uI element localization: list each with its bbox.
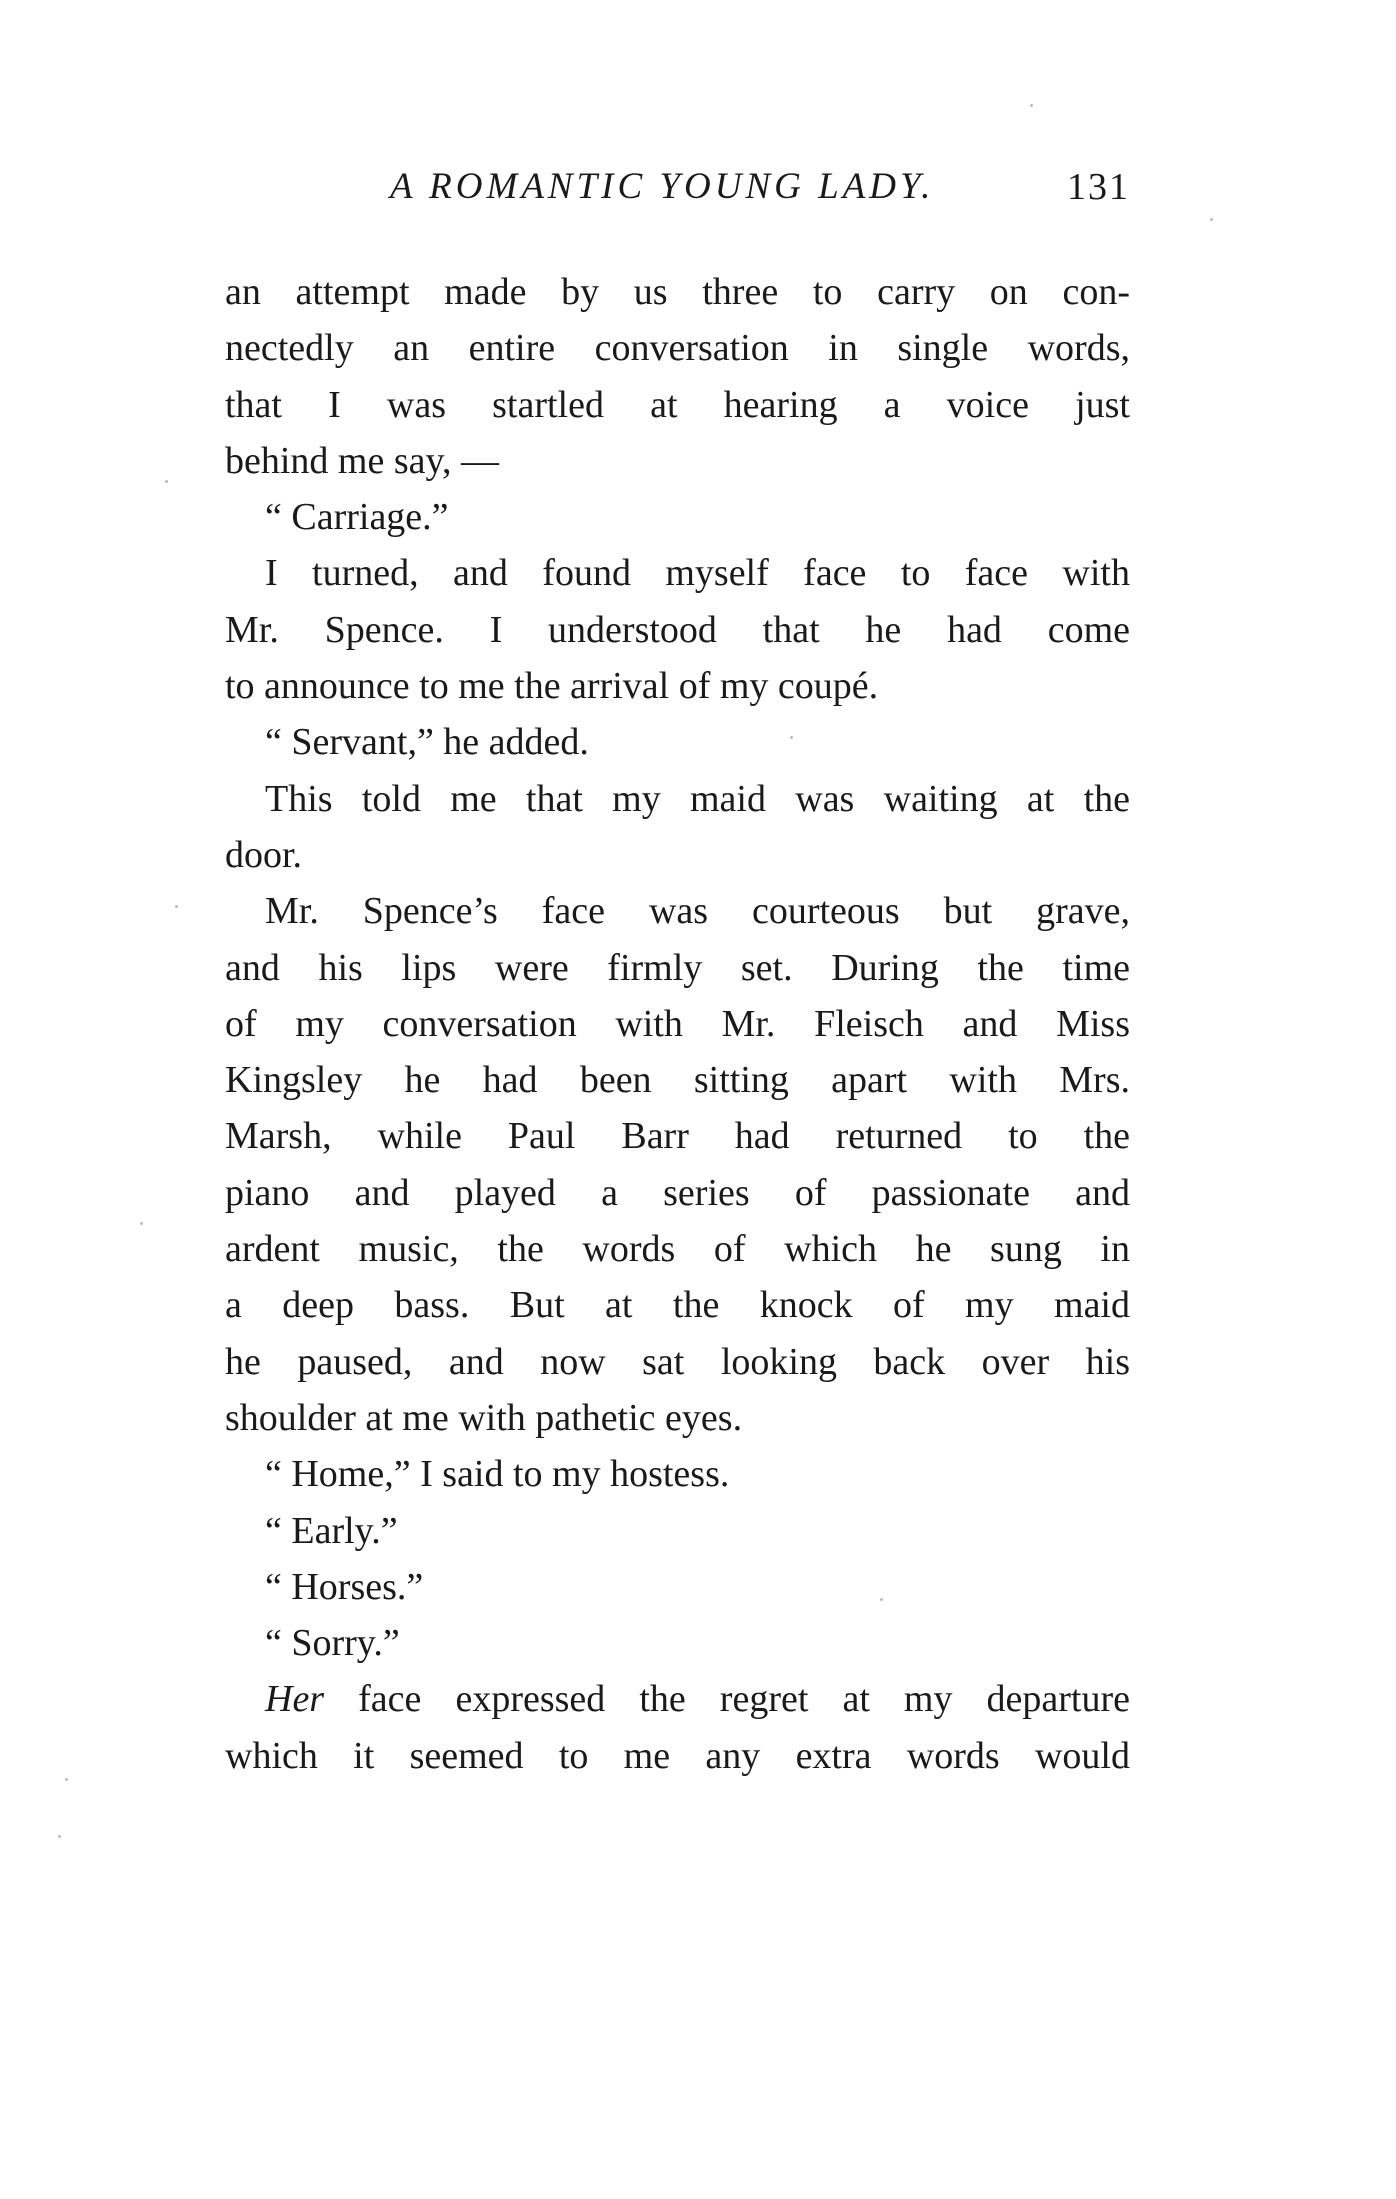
text-line: “ Sorry.”: [265, 1622, 400, 1665]
page-number: 131: [1067, 166, 1130, 208]
text-line: an attempt made by us three to carry on con-: [225, 271, 1130, 313]
text-line: Mr. Spence. I understood that he had come: [225, 608, 1130, 651]
speck: [175, 905, 178, 908]
text-line: Kingsley he had been sitting apart with Mrs.: [225, 1059, 1130, 1102]
text-line: piano and played a series of passionate and: [225, 1171, 1130, 1214]
speck: [65, 1778, 68, 1781]
text-line: “ Horses.”: [265, 1565, 424, 1608]
text-line: “ Servant,” he added.: [265, 721, 589, 764]
speck: [140, 1222, 143, 1225]
text-line: which it seemed to me any extra words would: [225, 1734, 1130, 1777]
text-line: This told me that my maid was waiting at the: [265, 777, 1130, 820]
speck: [58, 1835, 61, 1838]
speck: [880, 1598, 883, 1601]
text-line: behind me say, —: [225, 439, 500, 482]
text-line: I turned, and found myself face to face with: [265, 552, 1130, 595]
text-line: he paused, and now sat looking back over his: [225, 1340, 1130, 1383]
text-line: nectedly an entire conversation in single words,: [225, 327, 1130, 370]
speck: [165, 480, 168, 483]
text-line: a deep bass. But at the knock of my maid: [225, 1284, 1130, 1327]
italic-word: Her: [265, 1678, 325, 1721]
text-line: “ Early.”: [265, 1509, 398, 1552]
text-line: “ Home,” I said to my hostess.: [265, 1453, 730, 1496]
text-line: Mr. Spence’s face was courteous but grave,: [265, 890, 1130, 933]
text-line: ardent music, the words of which he sung in: [225, 1228, 1130, 1271]
running-title: A ROMANTIC YOUNG LADY.: [390, 166, 935, 207]
text-line: that I was startled at hearing a voice just: [225, 383, 1130, 426]
speck: [790, 736, 793, 739]
text-line: of my conversation with Mr. Fleisch and Miss: [225, 1002, 1130, 1045]
speck: [1030, 104, 1033, 107]
text-line: Her face expressed the regret at my departure: [265, 1678, 1130, 1721]
text-line: shoulder at me with pathetic eyes.: [225, 1396, 743, 1439]
body-text: [225, 264, 1130, 1784]
running-head: [225, 165, 1130, 225]
speck: [1210, 218, 1213, 221]
text-line: to announce to me the arrival of my coupé.: [225, 665, 879, 708]
text-line: door.: [225, 833, 303, 876]
text-line: and his lips were firmly set. During the time: [225, 946, 1130, 989]
text-line: “ Carriage.”: [265, 496, 449, 539]
text-line: Marsh, while Paul Barr had returned to the: [225, 1115, 1130, 1158]
